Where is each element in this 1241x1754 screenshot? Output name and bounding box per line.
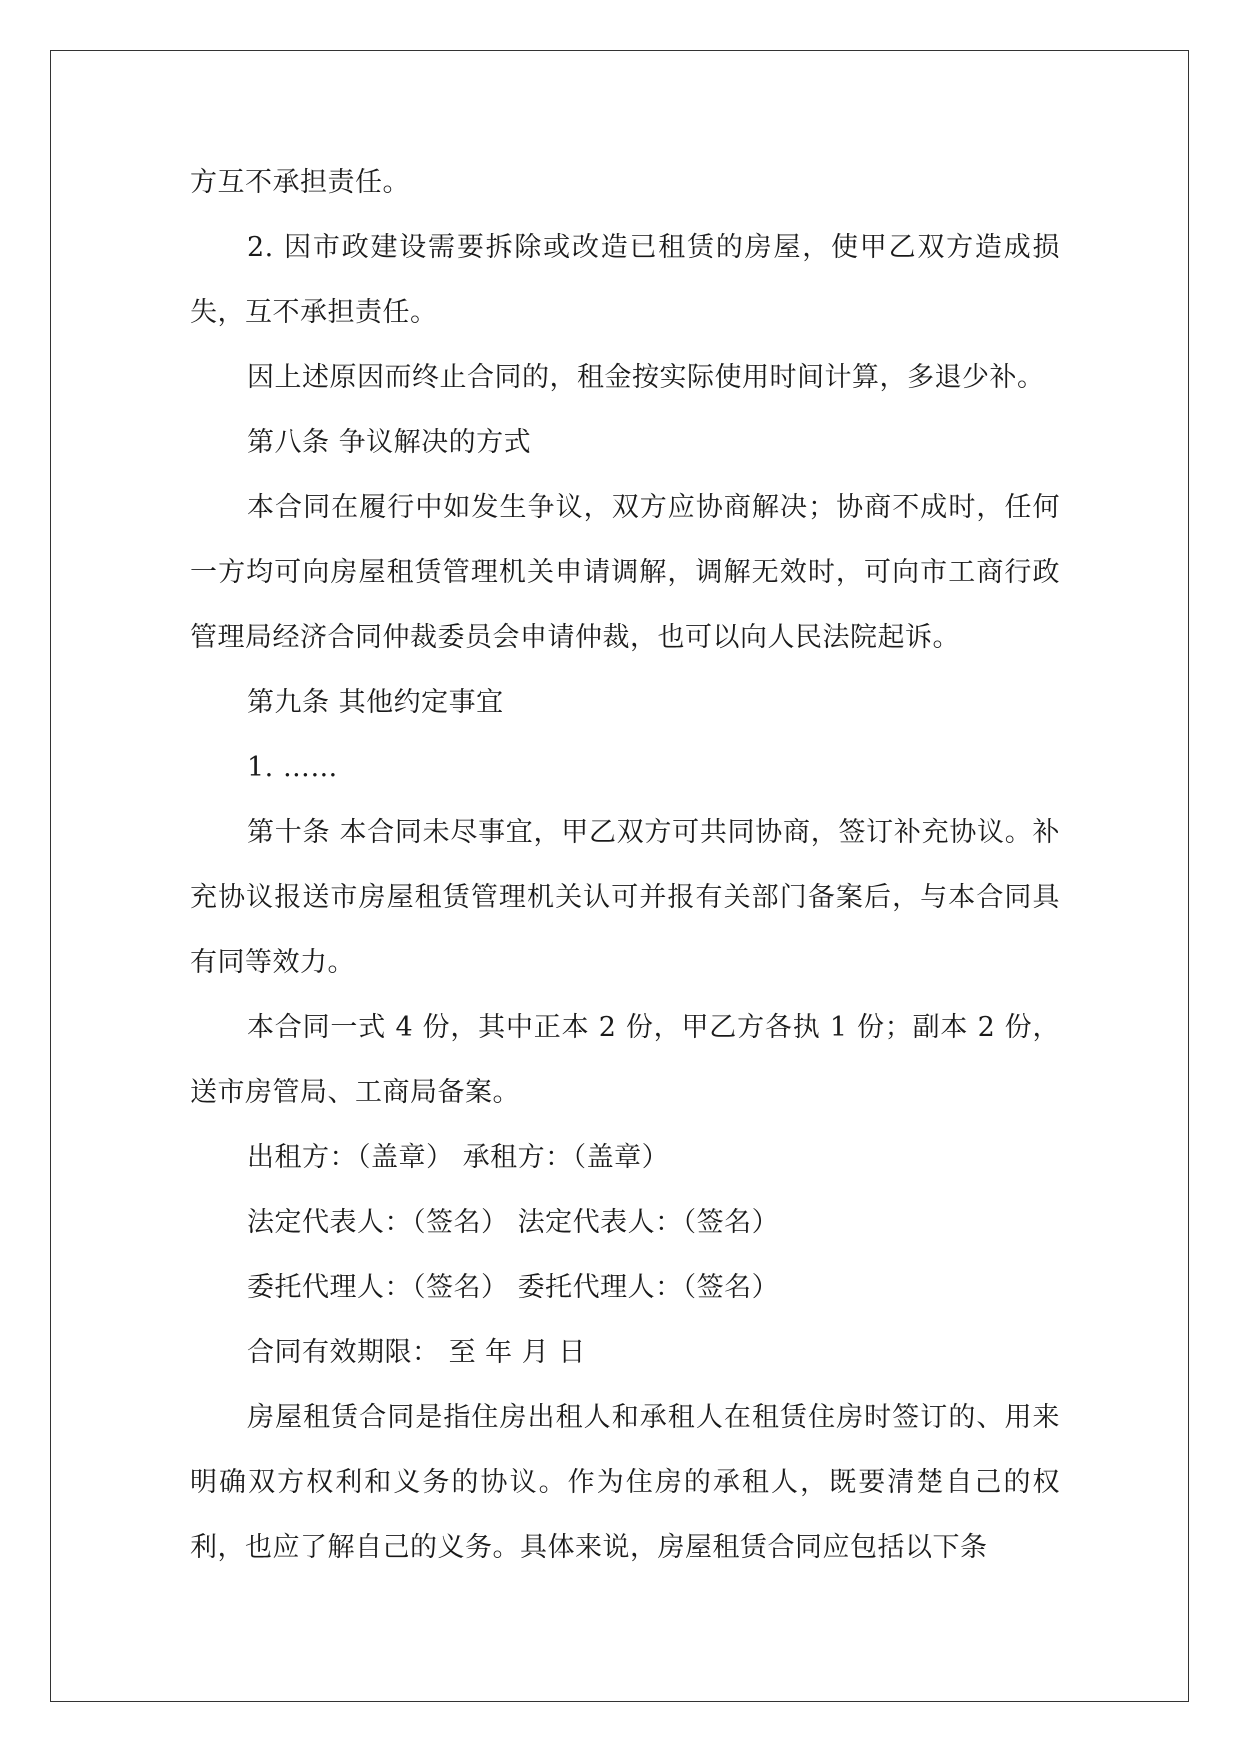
paragraph-lease-explanation: 房屋租赁合同是指住房出租人和承租人在租赁住房时签订的、用来明确双方权利和义务的协议。作为住房的承租人，既要清楚自己的权利，也应了解自己的义务。具体来说，房屋租赁合同应包括以下条 xyxy=(190,1402,1060,1563)
paragraph-clause-7-2: 2. 因市政建设需要拆除或改造已租赁的房屋，使甲乙双方造成损失，互不承担责任。 xyxy=(190,232,1060,328)
paragraph-copies: 本合同一式 4 份，其中正本 2 份，甲乙方各执 1 份；副本 2 份，送市房管局、工商局备案。 xyxy=(190,1012,1060,1108)
document-body xyxy=(190,150,1060,1580)
contract-validity-period: 合同有效期限： 至 年 月 日 xyxy=(247,1337,586,1368)
signature-line-agent: 委托代理人：（签名） 委托代理人：（签名） xyxy=(247,1272,780,1303)
paragraph-continuation: 方互不承担责任。 xyxy=(190,167,410,198)
signature-line-lessor-lessee: 出租方：（盖章） 承租方：（盖章） xyxy=(247,1142,670,1173)
paragraph-termination-rent: 因上述原因而终止合同的，租金按实际使用时间计算，多退少补。 xyxy=(247,362,1045,393)
heading-article-8: 第八条 争议解决的方式 xyxy=(247,427,532,458)
paragraph-other-item-1: 1. …… xyxy=(247,752,338,783)
heading-article-9: 第九条 其他约定事宜 xyxy=(247,687,504,718)
paragraph-article-10: 第十条 本合同未尽事宜，甲乙双方可共同协商，签订补充协议。补充协议报送市房屋租赁管理机关认可并报有关部门备案后，与本合同具有同等效力。 xyxy=(190,817,1060,978)
paragraph-dispute-resolution: 本合同在履行中如发生争议，双方应协商解决；协商不成时，任何一方均可向房屋租赁管理机关申请调解，调解无效时，可向市工商行政管理局经济合同仲裁委员会申请仲裁，也可以向人民法院起诉。 xyxy=(190,492,1060,653)
signature-line-legal-representative: 法定代表人：（签名） 法定代表人：（签名） xyxy=(247,1207,780,1238)
